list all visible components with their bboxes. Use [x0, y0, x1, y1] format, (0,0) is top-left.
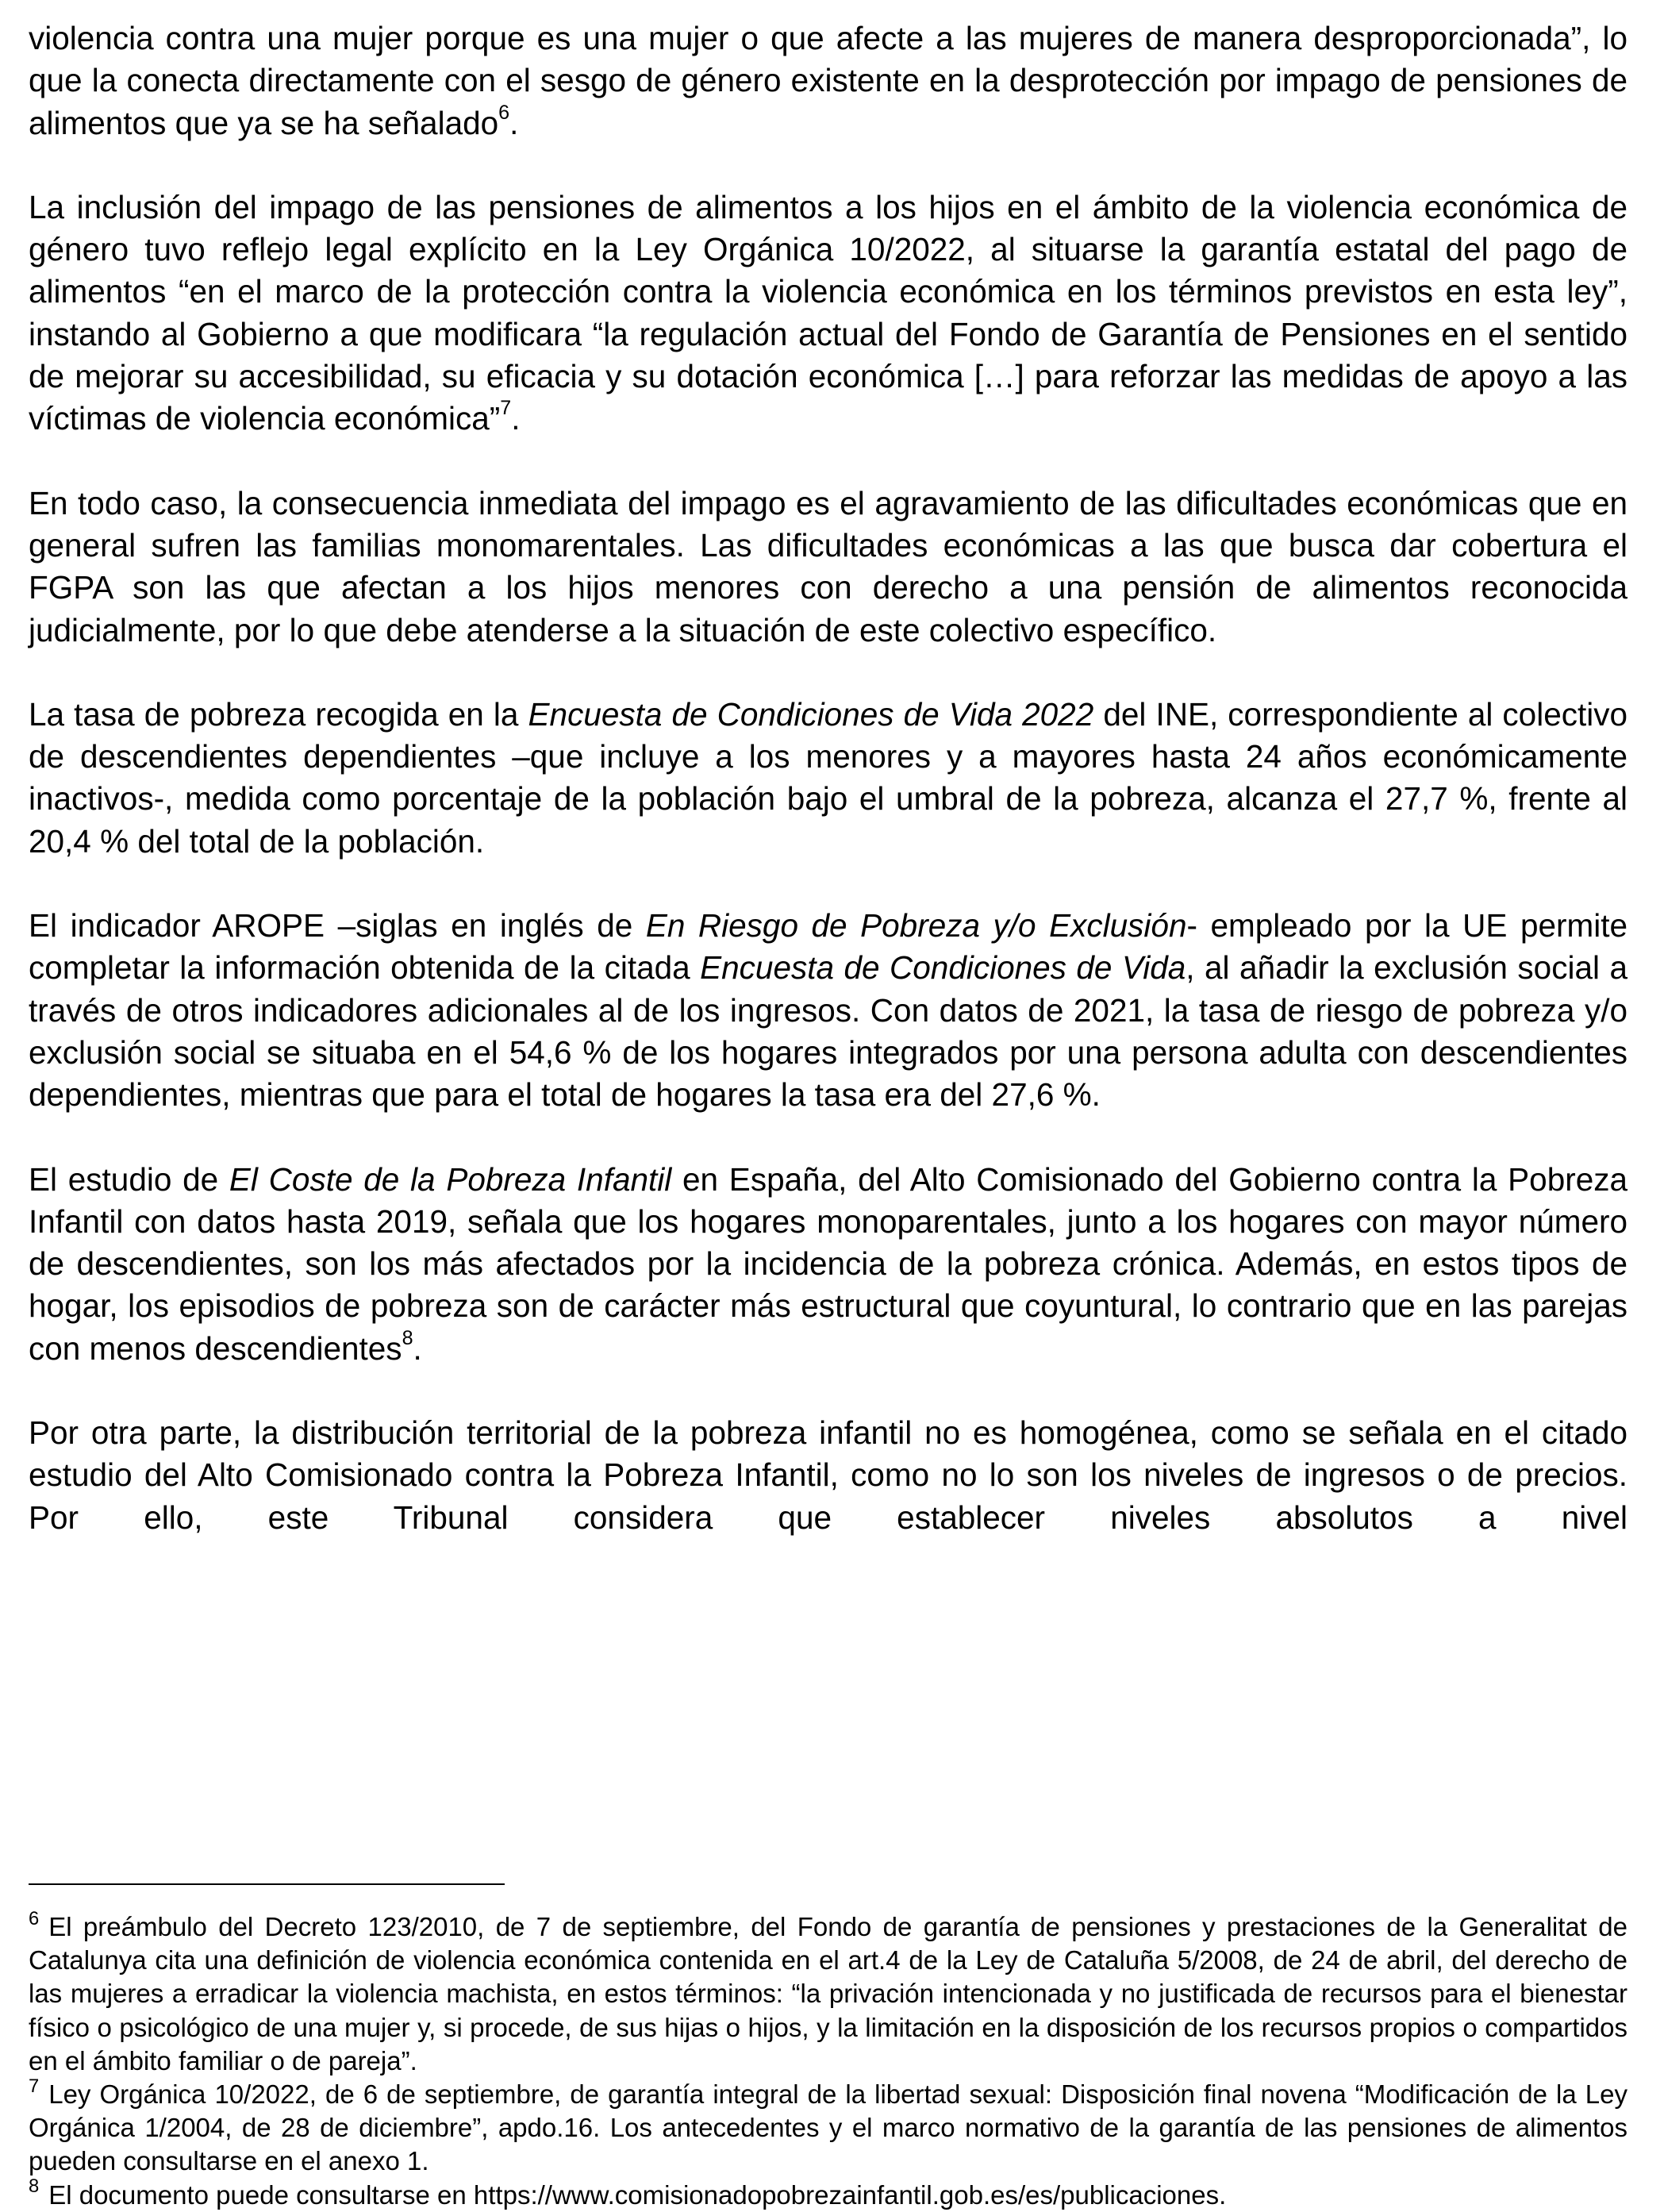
footnote-reference: 7: [500, 397, 512, 420]
paragraph: [29, 1412, 1627, 1539]
paragraph: [29, 694, 1627, 863]
footnote-8: [29, 2175, 1627, 2212]
text-run: El estudio de: [29, 1160, 229, 1198]
text-run: .: [413, 1329, 422, 1367]
footnote-number: 6: [29, 1907, 40, 1929]
footnote-separator: [29, 1883, 505, 1885]
paragraph: [29, 905, 1627, 1116]
text-run: La tasa de pobreza recogida en la: [29, 695, 528, 733]
italic-title: Encuesta de Condiciones de Vida 2022: [528, 695, 1094, 733]
text-run: del INE, correspondiente al colectivo de descendientes dependientes –que incluye a los menores y a mayores hasta 24 años económicamente inactivos-, medida como porcentaje de la población bajo el umbral de la pobreza, alcanza el 27,7 %, frente al 20,4 % del total de la población.: [29, 695, 1627, 860]
text-run: En todo caso, la consecuencia inmediata del impago es el agravamiento de las dificultades económicas que en general sufren las familias monomarentales. Las dificultades económicas a las que busca dar cobertura el FGPA son las que afectan a los hijos menores con derecho a una pensión de alimentos reconocida judicialmente, por lo que debe atenderse a la situación de este colectivo específico.: [29, 484, 1627, 648]
footnotes: [29, 1907, 1627, 2212]
text-run: .: [511, 400, 521, 437]
footnote-reference: 6: [498, 101, 510, 124]
text-run: - empleado por la UE permite completar la información obtenida de la citada: [29, 907, 1627, 987]
footnote-number: 7: [29, 2075, 40, 2097]
text-run: El indicador AROPE –siglas en inglés de: [29, 907, 646, 944]
paragraph: [29, 17, 1627, 144]
italic-title: En Riesgo de Pobreza y/o Exclusión: [645, 907, 1187, 944]
text-run: , al añadir la exclusión social a través de otros indicadores adicionales al de los ingresos. Con datos de 2021, la tasa de riesgo de pobreza y/o exclusión social se situaba en el 54,6 % de los hogares integrados por una persona adulta con descendientes dependientes, mientras que para el total de hogares la tasa era del 27,6 %.: [29, 949, 1627, 1114]
text-run: violencia contra una mujer porque es una mujer o que afecte a las mujeres de manera desproporcionada”, lo que la conecta directamente con el sesgo de género existente en la desprotección por impago de pensiones de alimentos que ya se ha señalado: [29, 20, 1627, 141]
footnote-7: [29, 2075, 1627, 2179]
paragraph: [29, 187, 1627, 440]
paragraph: [29, 483, 1627, 652]
footnote-text: El preámbulo del Decreto 123/2010, de 7 de septiembre, del Fondo de garantía de pensiones y prestaciones de la Generalitat de Catalunya cita una definición de violencia económica contenida en el art.4 de la Ley de Cataluña 5/2008, de 24 de abril, del derecho de las mujeres a erradicar la violencia machista, en estos términos: “la privación intencionada y no justificada de recursos para el bienestar físico o psicológico de una mujer y, si procede, de sus hijas o hijos, y la limitación en la disposición de los recursos propios o compartidos en el ámbito familiar o de pareja”.: [29, 1912, 1627, 2075]
footnote-reference: 8: [402, 1326, 413, 1349]
footnote-text: El documento puede consultarse en https://www.comisionadopobrezainfantil.gob.es/es/publicaciones.: [48, 2179, 1227, 2210]
footnote-text: Ley Orgánica 10/2022, de 6 de septiembre, de garantía integral de la libertad sexual: Disposición final novena “Modificación de la Ley Orgánica 1/2004, de 28 de diciembre”, apdo.16. Los antecedentes y el marco normativo de la garantía de las pensiones de alimentos pueden consultarse en el anexo 1.: [29, 2079, 1627, 2176]
text-run: Por otra parte, la distribución territorial de la pobreza infantil no es homogénea, como se señala en el citado estudio del Alto Comisionado contra la Pobreza Infantil, como no lo son los niveles de ingresos o de precios. Por ello, este Tribunal considera que establecer niveles absolutos a nivel: [29, 1414, 1627, 1536]
text-run: La inclusión del impago de las pensiones de alimentos a los hijos en el ámbito de la violencia económica de género tuvo reflejo legal explícito en la Ley Orgánica 10/2022, al situarse la garantía estatal del pago de alimentos “en el marco de la protección contra la violencia económica en los términos previstos en esta ley”, instando al Gobierno a que modificara “la regulación actual del Fondo de Garantía de Pensiones en el sentido de mejorar su accesibilidad, su eficacia y su dotación económica […] para reforzar las medidas de apoyo a las víctimas de violencia económica”: [29, 188, 1627, 437]
footnote-6: [29, 1907, 1627, 2078]
italic-title: Encuesta de Condiciones de Vida: [700, 949, 1186, 987]
text-run: en España, del Alto Comisionado del Gobierno contra la Pobreza Infantil con datos hasta 2019, señala que los hogares monoparentales, junto a los hogares con mayor número de descendientes, son los más afectados por la incidencia de la pobreza crónica. Además, en estos tipos de hogar, los episodios de pobreza son de carácter más estructural que coyuntural, lo contrario que en las parejas con menos descendientes: [29, 1160, 1627, 1367]
paragraph: [29, 1159, 1627, 1370]
body-text: [29, 17, 1627, 1539]
footnote-number: 8: [29, 2175, 40, 2198]
italic-title: El Coste de la Pobreza Infantil: [229, 1160, 672, 1198]
text-run: .: [509, 104, 519, 141]
